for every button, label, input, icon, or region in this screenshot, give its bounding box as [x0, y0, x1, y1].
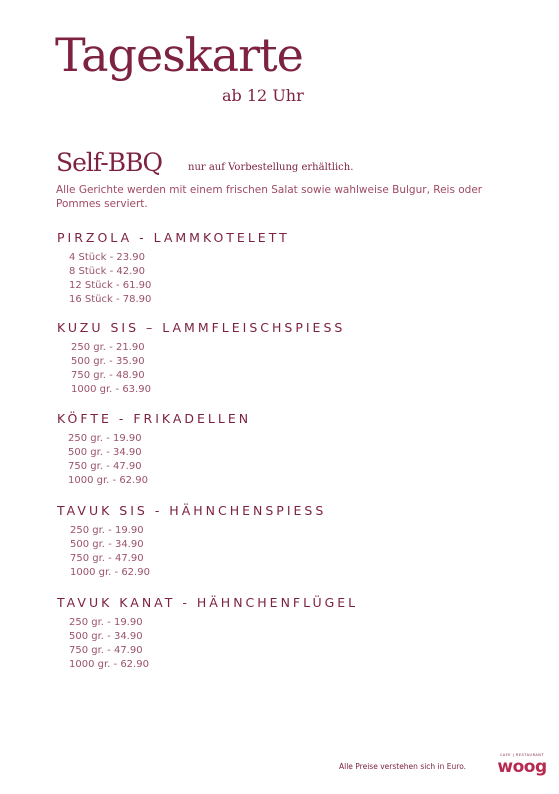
logo-wordmark: woog: [497, 756, 547, 777]
dish-name: TAVUK KANAT - HÄHNCHENFLÜGEL: [57, 595, 359, 610]
dish-kuzu-sis: [57, 322, 345, 398]
price-item: 12 Stück - 61.90: [69, 280, 152, 292]
price-item: 750 gr. - 48.90: [71, 370, 145, 382]
logo-tagline: CAFE | RESTAURANT: [499, 753, 545, 757]
price-item: 750 gr. - 47.90: [69, 645, 143, 657]
footer-price-note: Alle Preise verstehen sich in Euro.: [339, 762, 467, 771]
price-item: 250 gr. - 19.90: [69, 616, 143, 628]
dish-name: KUZU SIS – LAMMFLEISCHSPIESS: [57, 320, 346, 335]
menu-subtitle: ab 12 Uhr: [222, 86, 304, 105]
price-item: 250 gr. - 19.90: [70, 524, 144, 536]
price-item: 1000 gr. - 63.90: [71, 384, 151, 396]
section-note: nur auf Vorbestellung erhältlich.: [188, 162, 354, 173]
section-intro: Alle Gerichte werden mit einem frischen Salat sowie wahlweise Bulgur, Reis oder Pommes serviert.: [56, 184, 483, 210]
price-item: 750 gr. - 47.90: [70, 553, 144, 565]
dish-tavuk-sis: [57, 505, 326, 581]
price-item: 1000 gr. - 62.90: [68, 475, 148, 487]
menu-title: Tageskarte: [55, 28, 303, 82]
price-item: 500 gr. - 34.90: [70, 538, 144, 550]
section-title: Self-BBQ: [56, 148, 162, 177]
dish-name: KÖFTE - FRIKADELLEN: [57, 411, 252, 426]
price-item: 500 gr. - 34.90: [69, 630, 143, 642]
price-item: 4 Stück - 23.90: [69, 251, 146, 263]
dish-pirzola: [57, 232, 290, 308]
price-item: 250 gr. - 19.90: [68, 432, 142, 444]
dish-name: TAVUK SIS - HÄHNCHENSPIESS: [57, 503, 327, 518]
price-item: 8 Stück - 42.90: [69, 265, 146, 277]
price-item: 250 gr. - 21.90: [71, 341, 145, 353]
dish-name: PIRZOLA - LAMMKOTELETT: [57, 230, 290, 245]
price-item: 500 gr. - 34.90: [68, 446, 142, 458]
price-item: 1000 gr. - 62.90: [69, 659, 149, 671]
woog-logo: [494, 754, 550, 776]
price-item: 1000 gr. - 62.90: [70, 567, 150, 579]
price-item: 16 Stück - 78.90: [69, 294, 152, 306]
price-item: 500 gr. - 35.90: [71, 355, 145, 367]
dish-koefte: [57, 413, 251, 489]
dish-tavuk-kanat: [57, 597, 358, 673]
price-item: 750 gr. - 47.90: [68, 461, 142, 473]
